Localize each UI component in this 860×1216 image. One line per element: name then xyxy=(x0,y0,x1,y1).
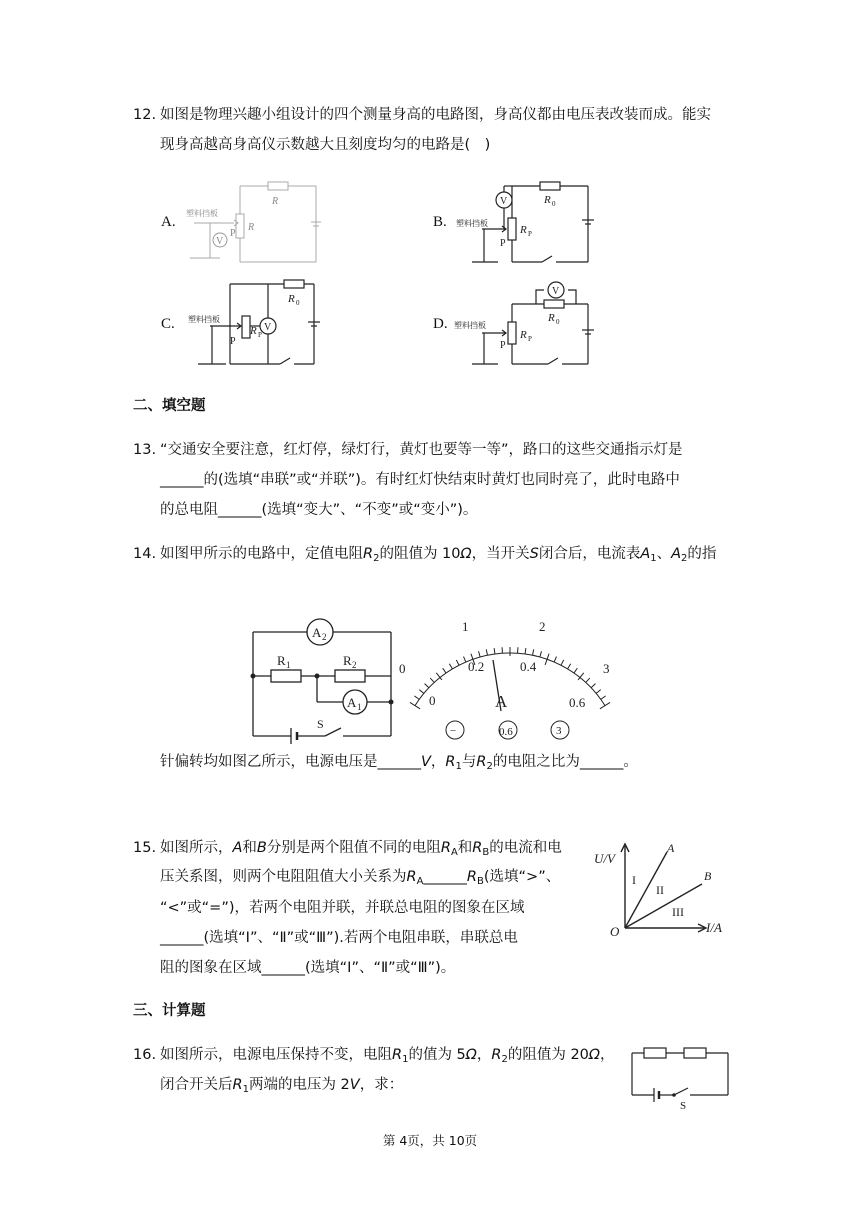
svg-text:塑料挡板: 塑料挡板 xyxy=(454,321,486,330)
svg-text:P: P xyxy=(230,228,236,239)
q16-number: 16. xyxy=(133,1047,157,1063)
dial-tick xyxy=(486,649,487,655)
dial-unit: A xyxy=(495,692,508,711)
dial-tick xyxy=(449,664,452,669)
svg-text:塑料挡板: 塑料挡板 xyxy=(456,219,488,228)
dial-tick xyxy=(419,690,424,694)
q12-option-b-label: B. xyxy=(433,214,447,230)
svg-text:P: P xyxy=(528,335,532,343)
page-footer: 第 4页，共 10页 xyxy=(382,1133,478,1148)
q15-ui-graph xyxy=(592,838,732,938)
q12-circuit-a xyxy=(180,178,330,268)
svg-text:R: R xyxy=(288,293,295,305)
dial-tick xyxy=(561,660,564,665)
q14-text-line1: 如图甲所示的电路中，定值电阻$R_2$的阻值为 10Ω，当开关S闭合后，电流表$A_1$、$A_2$的指 xyxy=(160,546,717,564)
dial-tick xyxy=(540,651,542,657)
dial-top-2: 2 xyxy=(539,619,546,634)
svg-text:1: 1 xyxy=(286,660,291,670)
q16-text-line1: 如图所示，电源电压保持不变，电阻$R_1$的值为 5Ω，$R_2$的阻值为 20Ω， xyxy=(160,1047,615,1065)
svg-text:0: 0 xyxy=(296,299,300,307)
q15-text-line5: 阻的图象在区域______(选填“I”、“Ⅱ”或“Ⅲ”)。 xyxy=(160,960,456,976)
svg-text:A: A xyxy=(347,695,357,710)
q13-text-line2: ______的(选填“串联”或“并联”)。有时红灯快结束时黄灯也同时亮了，此时电路中 xyxy=(160,472,680,488)
q12-circuit-b xyxy=(452,178,602,268)
q14-number: 14. xyxy=(133,546,157,562)
q14-ammeter-dial xyxy=(395,615,625,745)
section-title-calculation: 三、计算题 xyxy=(133,1003,206,1019)
dial-top-1: 1 xyxy=(462,619,469,634)
q12-text-line2: 现身高越高身高仪示数越大且刻度均匀的电路是( ) xyxy=(160,137,491,153)
q13-number: 13. xyxy=(133,442,157,458)
svg-text:V: V xyxy=(552,286,560,297)
svg-text:V: V xyxy=(216,236,224,247)
svg-text:R: R xyxy=(520,329,527,341)
svg-text:塑料挡板: 塑料挡板 xyxy=(188,315,220,324)
svg-text:P: P xyxy=(528,230,532,238)
dial-tick xyxy=(596,690,601,694)
svg-text:R: R xyxy=(248,222,255,233)
svg-text:R: R xyxy=(277,653,286,668)
dial-bottom-0: 0 xyxy=(429,693,436,708)
svg-text:0: 0 xyxy=(552,200,556,208)
graph-x-label: I/A xyxy=(706,920,722,935)
dial-tick xyxy=(456,660,459,665)
svg-text:V: V xyxy=(500,196,508,207)
dial-tick xyxy=(525,648,526,654)
svg-text:0: 0 xyxy=(556,318,560,326)
dial-tick xyxy=(425,684,429,688)
dial-tick xyxy=(410,702,420,708)
svg-text:P: P xyxy=(230,336,236,347)
dial-tick xyxy=(574,668,577,673)
svg-text:P: P xyxy=(500,238,506,249)
q13-text-line1: “交通安全要注意，红灯停，绿灯行，黄灯也要等一等”，路口的这些交通指示灯是 xyxy=(160,442,683,458)
dial-tick xyxy=(586,678,590,682)
svg-text:R: R xyxy=(548,312,555,324)
dial-tick xyxy=(414,696,419,700)
graph-region-3: III xyxy=(672,905,684,919)
svg-text:2: 2 xyxy=(352,660,357,670)
dial-tick xyxy=(479,651,481,657)
dial-tick xyxy=(533,649,534,655)
graph-origin: O xyxy=(610,924,620,939)
q12-circuit-d xyxy=(452,278,602,372)
svg-text:R: R xyxy=(544,194,551,206)
q16-text-line2: 闭合开关后$R_1$两端的电压为 2V，求： xyxy=(160,1077,404,1095)
svg-text:P: P xyxy=(500,340,506,351)
svg-text:塑料挡板: 塑料挡板 xyxy=(186,209,218,218)
svg-text:2: 2 xyxy=(322,632,327,642)
svg-text:R: R xyxy=(272,196,279,207)
svg-text:R: R xyxy=(343,653,352,668)
section-title-fill-in: 二、填空题 xyxy=(133,398,206,414)
q14-text-line2: 针偏转均如图乙所示，电源电压是______V，$R_1$与$R_2$的电阻之比为______。 xyxy=(160,754,638,772)
dial-bottom-0.2: 0.2 xyxy=(468,659,485,674)
q15-number: 15. xyxy=(133,840,157,856)
svg-text:R: R xyxy=(520,224,527,236)
svg-text:3: 3 xyxy=(556,725,562,737)
svg-text:0.6: 0.6 xyxy=(499,726,513,738)
graph-y-label: U/V xyxy=(594,851,615,866)
q13-text-line3: 的总电阻______(选填“变大”、“不变”或“变小”)。 xyxy=(160,502,478,518)
q16-circuit-diagram xyxy=(628,1043,732,1113)
dial-tick xyxy=(568,664,571,669)
q12-number: 12. xyxy=(133,107,157,123)
dial-tick xyxy=(494,648,495,654)
graph-region-2: II xyxy=(656,883,664,897)
svg-text:1: 1 xyxy=(357,702,362,712)
dial-top-3: 3 xyxy=(603,661,610,676)
svg-text:A: A xyxy=(312,625,322,640)
graph-line-a: A xyxy=(667,841,675,855)
dial-tick xyxy=(591,684,595,688)
dial-tick xyxy=(600,702,610,708)
q15-text-line4: ______(选填“I”、“Ⅱ”或“Ⅲ”).若两个电阻串联，串联总电 xyxy=(160,930,518,946)
q12-option-c-label: C. xyxy=(161,316,175,332)
dial-bottom-0.6: 0.6 xyxy=(569,695,586,710)
svg-text:S: S xyxy=(680,1100,687,1112)
q15-text-line1: 如图所示，A和B分别是两个阻值不同的电阻$R_A$和$R_B$的电流和电 xyxy=(160,840,562,858)
q12-circuit-c xyxy=(180,278,330,372)
svg-text:S: S xyxy=(317,717,324,731)
graph-region-1: I xyxy=(632,873,636,887)
dial-tick xyxy=(443,668,446,673)
q15-text-line3: “<”或“=”)，若两个电阻并联，并联总电阻的图象在区域 xyxy=(160,900,525,916)
svg-text:P: P xyxy=(258,331,262,339)
dial-bottom-0.4: 0.4 xyxy=(520,659,537,674)
q14-circuit-diagram xyxy=(245,618,395,748)
q15-text-line2: 压关系图，则两个电阻阻值大小关系为$R_A\_\_\_\_\_\_R_B$(选填“>”、 xyxy=(160,869,561,887)
svg-text:V: V xyxy=(264,322,272,333)
q12-option-a-label: A. xyxy=(161,214,176,230)
dial-tick xyxy=(601,696,606,700)
q12-text-line1: 如图是物理兴趣小组设计的四个测量身高的电路图，身高仪都由电压表改装而成。能实 xyxy=(160,107,711,123)
dial-tick xyxy=(430,678,434,682)
dial-tick xyxy=(554,657,556,663)
svg-text:−: − xyxy=(450,725,457,737)
q12-option-d-label: D. xyxy=(433,316,448,332)
graph-line-b: B xyxy=(704,869,712,883)
dial-tick xyxy=(464,657,466,663)
dial-top-0: 0 xyxy=(399,661,406,676)
svg-text:R: R xyxy=(250,325,257,337)
